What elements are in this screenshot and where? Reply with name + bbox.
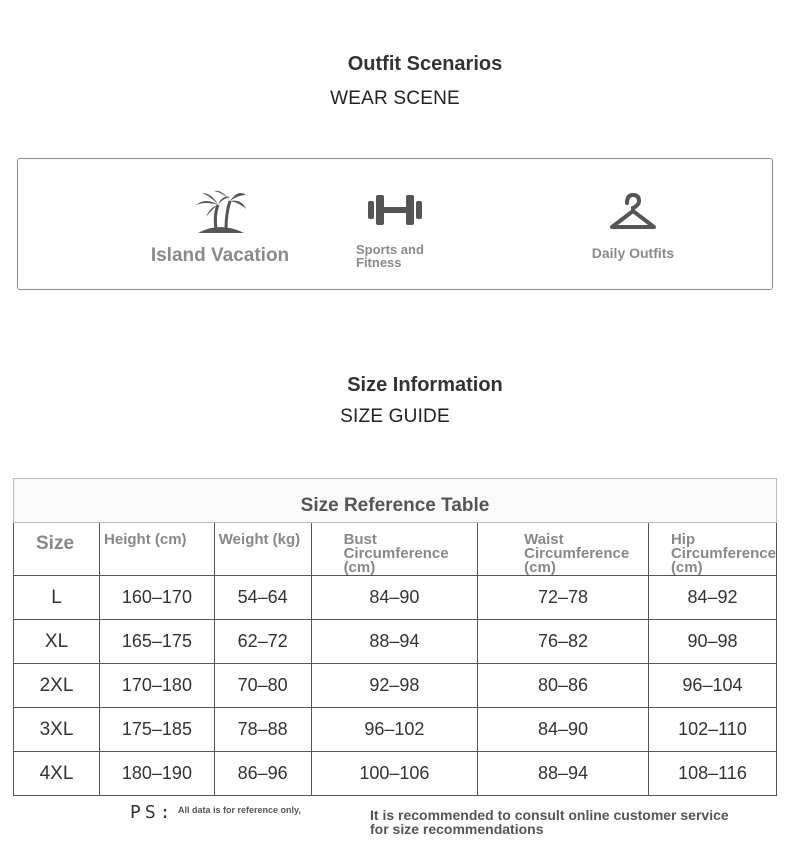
cell-weight: 54–64	[214, 576, 311, 620]
table-row	[14, 752, 777, 796]
cell-bust: 92–98	[311, 664, 478, 708]
table-row	[14, 620, 777, 664]
cell-bust: 84–90	[311, 576, 478, 620]
header-bust: Bust Circumference (cm)	[311, 523, 478, 576]
cell-waist: 76–82	[478, 620, 649, 664]
cell-height: 175–185	[100, 708, 215, 752]
section-title-outfit-scenarios: Outfit Scenarios	[347, 53, 503, 75]
dumbbell-icon	[366, 193, 424, 227]
section-subtitle-size-guide: SIZE GUIDE	[340, 406, 450, 427]
cell-waist: 80–86	[478, 664, 649, 708]
cell-hip: 90–98	[648, 620, 776, 664]
table-caption: Size Reference Table	[14, 479, 777, 523]
cell-height: 160–170	[100, 576, 215, 620]
header-size: Size	[14, 523, 100, 576]
scene-island-vacation	[130, 185, 310, 267]
header-weight: Weight (kg)	[214, 523, 311, 576]
wear-scene-panel	[17, 158, 773, 290]
cell-weight: 62–72	[214, 620, 311, 664]
section-subtitle-wear-scene: WEAR SCENE	[330, 88, 460, 109]
cell-weight: 78–88	[214, 708, 311, 752]
cell-size: XL	[14, 620, 100, 664]
table-row	[14, 576, 777, 620]
cell-height: 165–175	[100, 620, 215, 664]
scene-label: Sports and Fitness	[356, 242, 424, 270]
section-title-size-information: Size Information	[347, 374, 503, 396]
cell-size: 3XL	[14, 708, 100, 752]
cell-bust: 100–106	[311, 752, 478, 796]
cell-weight: 70–80	[214, 664, 311, 708]
cell-bust: 88–94	[311, 620, 478, 664]
cell-waist: 84–90	[478, 708, 649, 752]
cell-height: 170–180	[100, 664, 215, 708]
recommendation-note: It is recommended to consult online customer service for size recommendations	[370, 807, 729, 837]
palm-tree-icon	[192, 185, 248, 235]
reference-note: All data is for reference only,	[178, 805, 301, 815]
cell-bust: 96–102	[311, 708, 478, 752]
header-hip: Hip Circumference (cm)	[648, 523, 776, 576]
header-height: Height (cm)	[100, 523, 215, 576]
scene-label: Daily Outfits	[591, 245, 675, 261]
hanger-icon	[608, 191, 658, 233]
cell-hip: 102–110	[648, 708, 776, 752]
table-header-row	[14, 523, 777, 576]
ps-label: PS:	[130, 802, 175, 823]
table-row	[14, 664, 777, 708]
size-reference-table	[13, 478, 777, 796]
table-row	[14, 708, 777, 752]
scene-sports-fitness	[350, 193, 440, 269]
cell-hip: 108–116	[648, 752, 776, 796]
cell-size: 4XL	[14, 752, 100, 796]
cell-hip: 96–104	[648, 664, 776, 708]
cell-size: 2XL	[14, 664, 100, 708]
cell-hip: 84–92	[648, 576, 776, 620]
header-waist: Waist Circumference (cm)	[478, 523, 649, 576]
cell-weight: 86–96	[214, 752, 311, 796]
cell-height: 180–190	[100, 752, 215, 796]
cell-waist: 72–78	[478, 576, 649, 620]
cell-waist: 88–94	[478, 752, 649, 796]
cell-size: L	[14, 576, 100, 620]
scene-daily-outfits	[558, 191, 708, 261]
scene-label: Island Vacation	[150, 245, 290, 266]
